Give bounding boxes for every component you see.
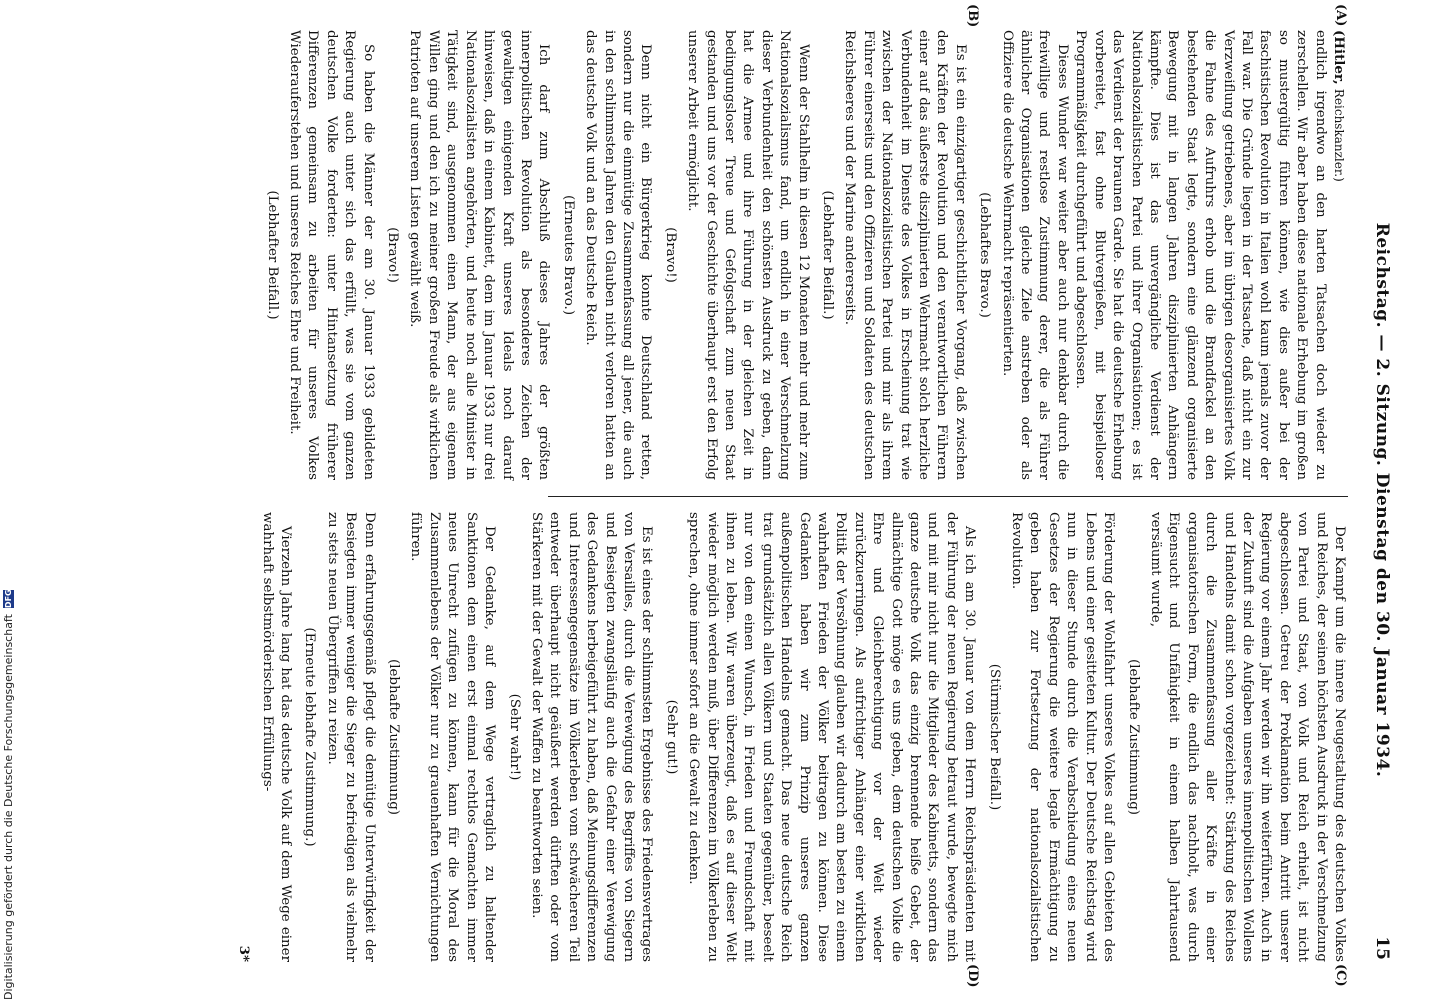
paragraph: Denn nicht ein Bürgerkrieg konnte Deutschland retten, sondern nur die einmütige Zusammenfassung all jener, die auch in den schlimmsten Jahren den Glauben nicht verloren hatten an das deutsche Volk und an das Deutsche Reich.: [583, 30, 654, 480]
audience-reaction: (Sehr wahr!): [506, 693, 522, 781]
audience-reaction: (lebhafte Zustimmung): [386, 658, 402, 816]
credit-text: Digitalisierung gefördert durch die Deutsche Forschungsgemeinschaft: [1, 614, 15, 1000]
page-header: [1362, 40, 1392, 960]
audience-reaction: (Lebhafter Beifall.): [820, 190, 836, 320]
audience-reaction: (Bravo!): [385, 227, 401, 283]
paragraph: Der Gedanke, auf dem Wege vertraglich zu haltender Sanktionen dem einen erst einmal rechtlos Gemachten immer neues Unrecht zufügen zu können, kann für die Moral des Zusammenlebens der Völker nur zu grauenhaften Vernichtungen führen.: [408, 512, 498, 962]
paragraph: Es ist eines der schlimmsten Ergebnisse des Friedensvertrages von Versailles, durch die Verewigung des Begriffes von Siegern und Besiegten zwangsläufig auch die Gefahr einer Verewigung des Gedankens herbeigeführt zu haben, daß Meinungsdifferenzen und Interessengegensätze im Völkerleben vom schwächeren Teil entweder überhaupt nicht geäußert werden dürften oder vom Stärkeren mit der Gewalt der Waffen zu beantworten seien.: [528, 512, 655, 962]
speaker-name: (Hitler,: [1331, 30, 1347, 85]
paragraph: So haben die Männer der am 30. Januar 1933 gebildeten Regierung auch unter sich das erfüllt, was sie vom ganzen deutschen Volke forderten: unter Hintansetzung früherer Differenzen gemeinsam zu arbeiten für unseres Volkes Wiederauferstehen und unseres Reiches Ehre und Freiheit.: [287, 30, 376, 480]
audience-reaction: (Lebhafter Beifall.): [264, 190, 280, 320]
paragraph: Es ist ein einzigartiger geschichtlicher Vorgang, daß zwischen den Kräften der Revolution und den verantwortlichen Führern einer auf das äußerste disziplinierten Wehrmacht solch herzliche Verbundenheit im Dienste des Volkes in Erscheinung trat wie zwischen der Nationalsozialistischen Partei und mir als ihrem Führer einerseits und den Offizieren und Soldaten des deutschen Reichsheeres und der Marine andererseits.: [842, 30, 968, 480]
speaker-role: Reichskanzler.): [1332, 88, 1346, 182]
audience-reaction: (Lebhaftes Bravo.): [977, 192, 993, 318]
margin-marker-d: (D): [965, 964, 980, 988]
audience-reaction: (Bravo!): [662, 227, 678, 283]
paragraph: endlich irgendwo an den harten Tatsachen doch wieder zu zerschellen. Wir aber haben diese nationale Erhebung im großen so mustergültig führen können, wie dies außer bei der faschistischen Revolution in Italien wohl kaum jemals zuvor der Fall war. Die Gründe liegen in der Tatsache, daß nicht ein zur Verzweiflung getriebenes, aber im übrigen desorganisiertes Volk die Fahne des Aufruhrs erhob und die Brandfackel an den bestehenden Staat legte, sondern eine glänzend organisierte Bewegung mit in langen Jahren disziplinierten Anhängern kämpfte. Dies ist das unvergängliche Verdienst der Nationalsozialistischen Partei und ihrer Organisationen; es ist das Verdienst der braunen Garde. Sie hat die deutsche Erhebung vorbereitet, fast ohne Blutvergießen, mit beispielloser Programmäßigkeit durchgeführt und abgeschlossen.: [1073, 30, 1328, 480]
audience-reaction: (Sehr gut!): [663, 699, 679, 775]
margin-marker-c: (C): [1333, 964, 1348, 987]
margin-marker-b: (B): [965, 4, 980, 28]
paragraph: Als ich am 30. Januar von dem Herrn Reichspräsidenten mit der Führung der neuen Regierung betraut wurde, bewegte mich und mit mir nicht nur die Mitglieder des Kabinetts, sondern das ganze deutsche Volk das einzig brennende heiße Gebet, der allmächtige Gott möge es uns geben, dem deutschen Volke die Ehre und Gleichberechtigung vor der Welt wieder zurückzuerringen. Als aufrichtiger Anhänger einer wirklichen Politik der Versöhnung glauben wir dadurch am besten zu einem wahrhaften Frieden der Völker beitragen zu können. Diese Gedanken haben wir zum Prinzip unseres ganzen außenpolitischen Handelns gemacht. Das neue deutsche Reich trat grundsätzlich allen Völkern und Staaten gegenüber, beseelt nur von dem einen Wunsch, in Frieden und Freundschaft mit ihnen zu leben. Wir waren überzeugt, daß es auf dieser Welt wieder möglich werden muß, über Differenzen im Völkerleben zu sprechen, ohne immer sofort an die Gewalt zu denken.: [686, 512, 978, 962]
speaker-line: [1329, 30, 1348, 480]
paragraph: Der Kampf um die innere Neugestaltung des deutschen Volkes und Reiches, der seinen höchsten Ausdruck in der Verschmelzung von Partei und Staat, von Volk und Reich erhielt, ist nicht abgeschlossen. Getreu der Proklamation beim Antritt unserer Regierung vor einem Jahr werden wir ihn weiterführen. Auch in der Zukunft sind die Aufgaben unseres innenpolitischen Wollens und Handelns damit schon vorgezeichnet: Stärkung des Reiches durch die Zusammenfassung aller Kräfte in einer organisatorischen Form, die endlich das nachholt, was durch Eigensucht und Unfähigkeit in einem halben Jahrtausend versäumt wurde,: [1147, 512, 1347, 962]
audience-reaction: (Erneute lebhafte Zustimmung.): [302, 627, 318, 847]
paragraph: Förderung der Wohlfahrt unseres Volkes auf allen Gebieten des Lebens und einer gesitteten Kultur. Der Deutsche Reichstag wird nun in dieser Stunde durch die Verabschiedung eines neuen Gesetzes der Regierung die weitere legale Ermächtigung zu geben haben zur Fortsetzung der nationalsozialistischen Revolution.: [1009, 512, 1117, 962]
audience-reaction: (Erneutes Bravo.): [560, 194, 576, 316]
margin-marker-a: (A): [1333, 4, 1348, 27]
page-number: 15: [1372, 936, 1392, 960]
dfg-logo-icon: DFG: [3, 589, 13, 609]
audience-reaction: (Stürmischer Beifall.): [986, 663, 1002, 811]
column-divider: [548, 496, 1348, 497]
signature-mark: 3*: [236, 945, 253, 962]
document-page: [170, 0, 1400, 1000]
paragraph: Dieses Wunder war weiter aber auch nur denkbar durch die freiwillige und restlose Zustimmung derer, die als Führer ähnlicher Organisationen gleiche Ziele anstreben oder als Offiziere die deutsche Wehrmacht repräsentierten.: [999, 30, 1070, 480]
paragraph: Denn erfahrungsgemäß pflegt die demütige Unterwürfigkeit der Besiegten immer weniger die Sieger zu befriedigen als vielmehr zu stets neuen Übergriffen zu reizen.: [324, 512, 377, 962]
digitization-credit: [0, 589, 16, 1000]
right-column: [235, 512, 1348, 962]
audience-reaction: (lebhafte Zustimmung): [1125, 658, 1141, 816]
paragraph: Ich darf zum Abschluß dieses Jahres der größten innerpolitischen Revolution als besonderes Zeichen der gewaltigen einigenden Kraft unseres Ideals noch darauf hinweisen, daß in einem Kabinett, dem im Januar 1933 nur drei Nationalsozialisten angehörten, und heute noch alle Minister in Tätigkeit sind, ausgenommen einen Mann, der aus eigenem Willen ging und den ich zu meiner großen Freude als wirklichen Patrioten auf unserem Listen gewählt weiß.: [407, 30, 552, 480]
page-title: Reichstag. — 2. Sitzung. Dienstag den 30. Januar 1934.: [1372, 222, 1392, 778]
left-column: [256, 30, 1348, 480]
paragraph: Wenn der Stahlhelm in diesen 12 Monaten mehr und mehr zum Nationalsozialismus fand, um endlich in einer Verschmelzung dieser Verbundenheit den schönsten Ausdruck zu geben, dann hat die Armee und ihre Führung in der gleichen Zeit in bedingungsloser Treue und Gefolgschaft zum neuen Staat gestanden und uns vor der Geschichte überhaupt erst den Erfolg unserer Arbeit ermöglicht.: [685, 30, 811, 480]
paragraph: Vierzehn Jahre lang hat das deutsche Volk auf dem Wege einer wahrhaft selbstmörderischen Erfüllungs-: [259, 512, 294, 962]
